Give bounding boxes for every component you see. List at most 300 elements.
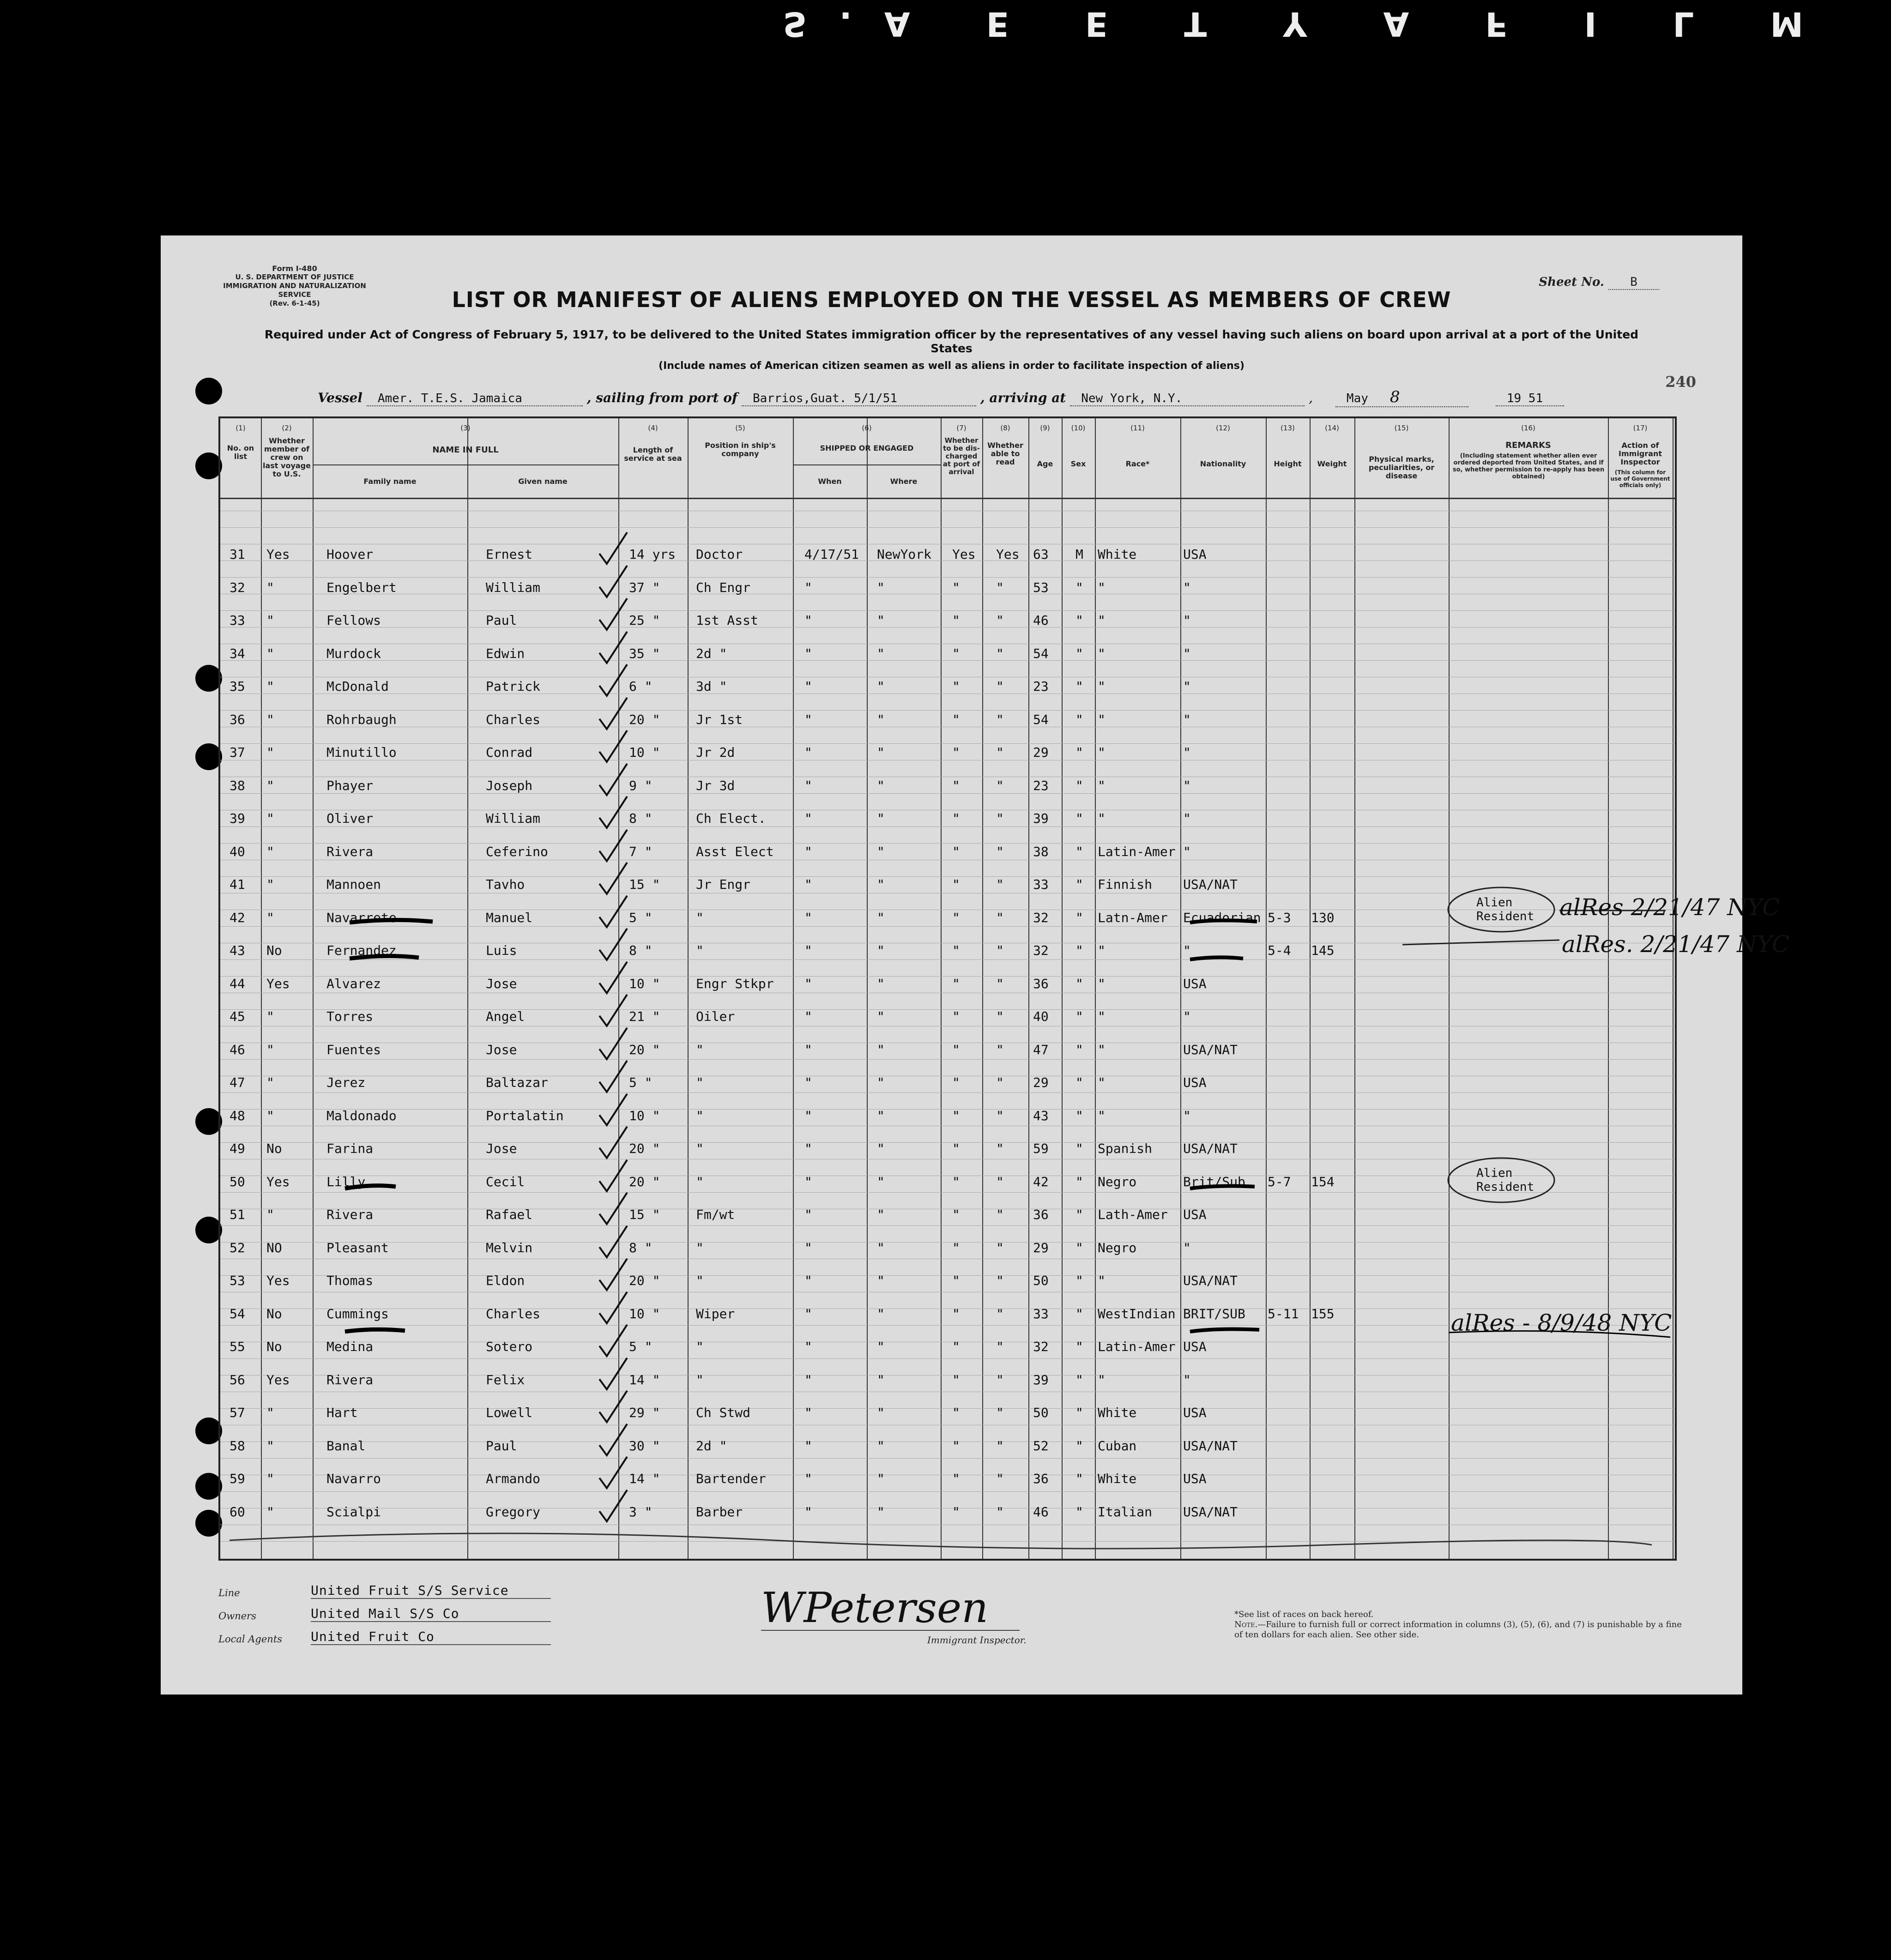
row-able-to-read: " bbox=[996, 645, 1004, 661]
row-number: 40 bbox=[230, 844, 245, 859]
row-sex: " bbox=[1075, 844, 1083, 859]
row-sex: " bbox=[1075, 1174, 1083, 1189]
row-given-name: Melvin bbox=[486, 1240, 533, 1255]
row-previous-voyage: " bbox=[266, 1405, 274, 1420]
row-previous-voyage: Yes bbox=[266, 1273, 290, 1288]
col-10-number: (10) bbox=[1071, 424, 1086, 432]
row-able-to-read: " bbox=[996, 1273, 1004, 1288]
row-sex: " bbox=[1075, 579, 1083, 595]
row-sex: " bbox=[1075, 1372, 1083, 1387]
annotation-layer bbox=[220, 418, 1675, 1559]
row-position: Jr 2d bbox=[696, 745, 735, 760]
row-position: Oiler bbox=[696, 1009, 735, 1024]
row-family-name: Cummings bbox=[326, 1306, 389, 1321]
row-race: " bbox=[1098, 712, 1106, 727]
row-age: 43 bbox=[1033, 1108, 1049, 1123]
row-race: " bbox=[1098, 1273, 1106, 1288]
row-nationality: " bbox=[1183, 811, 1191, 826]
row-able-to-read: " bbox=[996, 679, 1004, 694]
row-given-name: Gregory bbox=[486, 1504, 541, 1520]
row-nationality: " bbox=[1183, 745, 1191, 760]
row-race: " bbox=[1098, 976, 1106, 991]
row-age: 63 bbox=[1033, 547, 1049, 562]
row-previous-voyage: " bbox=[266, 679, 274, 694]
page-title: LIST OR MANIFEST OF ALIENS EMPLOYED ON THE VESSEL AS MEMBERS OF CREW bbox=[452, 287, 1451, 312]
row-able-to-read: " bbox=[996, 1504, 1004, 1520]
row-position: " bbox=[696, 943, 704, 958]
row-sex: " bbox=[1075, 943, 1083, 958]
row-shipped-where: " bbox=[877, 811, 885, 826]
row-race: " bbox=[1098, 645, 1106, 661]
note-text: —Failure to furnish full or correct information in columns (3), (5), (6), and (7) is punishable by a fine of ten dollars for each alien. See other side. bbox=[1234, 1620, 1682, 1640]
row-able-to-read: " bbox=[996, 1108, 1004, 1123]
row-family-name: Fellows bbox=[326, 613, 381, 628]
underline-mark bbox=[1190, 920, 1257, 923]
row-weight: 130 bbox=[1311, 910, 1335, 925]
row-able-to-read: " bbox=[996, 1471, 1004, 1486]
row-race: " bbox=[1098, 811, 1106, 826]
row-discharged: " bbox=[952, 1009, 960, 1024]
row-able-to-read: " bbox=[996, 778, 1004, 793]
underline-mark bbox=[345, 1329, 405, 1332]
row-age: 23 bbox=[1033, 679, 1049, 694]
row-position: Ch Elect. bbox=[696, 811, 766, 826]
row-discharged: " bbox=[952, 1504, 960, 1520]
row-discharged: " bbox=[952, 1471, 960, 1486]
row-able-to-read: " bbox=[996, 1339, 1004, 1354]
row-given-name: Joseph bbox=[486, 778, 533, 793]
row-able-to-read: " bbox=[996, 1174, 1004, 1189]
col-12-header: Nationality bbox=[1200, 459, 1246, 468]
row-sex: " bbox=[1075, 1405, 1083, 1420]
row-sex: " bbox=[1075, 811, 1083, 826]
row-number: 33 bbox=[230, 613, 245, 628]
row-family-name: Medina bbox=[326, 1339, 374, 1354]
row-age: 29 bbox=[1033, 745, 1049, 760]
sailing-port: Barrios,Guat. 5/1/51 bbox=[742, 392, 976, 406]
row-position: Jr Engr bbox=[696, 877, 751, 892]
row-given-name: Jose bbox=[486, 976, 517, 991]
row-shipped-when: " bbox=[804, 1438, 812, 1453]
row-service-length: 3 " bbox=[629, 1504, 652, 1520]
row-shipped-when: " bbox=[804, 1042, 812, 1057]
row-discharged: " bbox=[952, 1306, 960, 1321]
row-given-name: Armando bbox=[486, 1471, 541, 1486]
row-given-name: Eldon bbox=[486, 1273, 525, 1288]
row-position: Doctor bbox=[696, 547, 743, 562]
row-able-to-read: " bbox=[996, 579, 1004, 595]
row-service-length: 20 " bbox=[629, 1174, 660, 1189]
row-race: " bbox=[1098, 679, 1106, 694]
col-15-header: Physical marks, peculiarities, or disease bbox=[1368, 455, 1435, 480]
underline-mark bbox=[1190, 1329, 1259, 1332]
year-suffix: 51 bbox=[1528, 392, 1543, 405]
row-age: 54 bbox=[1033, 712, 1049, 727]
row-position: Ch Stwd bbox=[696, 1405, 751, 1420]
row-height: 5-11 bbox=[1268, 1306, 1299, 1321]
row-able-to-read: " bbox=[996, 1141, 1004, 1156]
closing-wave bbox=[230, 1533, 1652, 1549]
row-age: 36 bbox=[1033, 1207, 1049, 1222]
row-family-name: Minutillo bbox=[326, 745, 397, 760]
row-able-to-read: " bbox=[996, 943, 1004, 958]
row-race: Cuban bbox=[1098, 1438, 1137, 1453]
row-race: Negro bbox=[1098, 1174, 1137, 1189]
row-family-name: Navarro bbox=[326, 1471, 381, 1486]
row-sex: " bbox=[1075, 1141, 1083, 1156]
signature-line bbox=[761, 1630, 1020, 1631]
row-shipped-where: " bbox=[877, 1174, 885, 1189]
row-race: White bbox=[1098, 1405, 1137, 1420]
col-6-header: SHIPPED OR ENGAGED bbox=[820, 444, 914, 452]
arrival-day: 8 bbox=[1390, 388, 1400, 406]
row-number: 53 bbox=[230, 1273, 245, 1288]
row-given-name: Sotero bbox=[486, 1339, 533, 1354]
row-shipped-where: " bbox=[877, 844, 885, 859]
row-service-length: 10 " bbox=[629, 976, 660, 991]
row-shipped-when: " bbox=[804, 811, 812, 826]
row-number: 48 bbox=[230, 1108, 245, 1123]
row-given-name: Ernest bbox=[486, 547, 533, 562]
row-shipped-when: " bbox=[804, 1240, 812, 1255]
row-service-length: 10 " bbox=[629, 745, 660, 760]
row-shipped-when: " bbox=[804, 1504, 812, 1520]
row-discharged: " bbox=[952, 1240, 960, 1255]
row-given-name: Conrad bbox=[486, 745, 533, 760]
row-family-name: Pleasant bbox=[326, 1240, 389, 1255]
row-age: 59 bbox=[1033, 1141, 1049, 1156]
row-family-name: Engelbert bbox=[326, 579, 397, 595]
row-given-name: Patrick bbox=[486, 679, 541, 694]
row-age: 52 bbox=[1033, 1438, 1049, 1453]
row-sex: " bbox=[1075, 778, 1083, 793]
row-age: 38 bbox=[1033, 844, 1049, 859]
row-service-length: 20 " bbox=[629, 1273, 660, 1288]
row-nationality: USA bbox=[1183, 1075, 1207, 1090]
row-age: 29 bbox=[1033, 1075, 1049, 1090]
row-discharged: " bbox=[952, 645, 960, 661]
fine-note bbox=[1234, 1620, 1687, 1640]
row-previous-voyage: " bbox=[266, 1075, 274, 1090]
pointer-line bbox=[1402, 940, 1559, 945]
col-14-header: Weight bbox=[1317, 459, 1347, 468]
row-nationality: USA/NAT bbox=[1183, 1273, 1238, 1288]
row-shipped-where: " bbox=[877, 1405, 885, 1420]
row-race: " bbox=[1098, 579, 1106, 595]
row-position: " bbox=[696, 1273, 704, 1288]
row-number: 47 bbox=[230, 1075, 245, 1090]
row-family-name: McDonald bbox=[326, 679, 389, 694]
row-shipped-where: " bbox=[877, 579, 885, 595]
row-nationality: Brit/Sub bbox=[1183, 1174, 1245, 1189]
row-able-to-read: " bbox=[996, 745, 1004, 760]
row-previous-voyage: " bbox=[266, 1504, 274, 1520]
row-shipped-where: " bbox=[877, 1339, 885, 1354]
row-shipped-where: " bbox=[877, 745, 885, 760]
row-able-to-read: " bbox=[996, 1438, 1004, 1453]
row-given-name: Jose bbox=[486, 1141, 517, 1156]
row-family-name: Torres bbox=[326, 1009, 374, 1024]
row-position: " bbox=[696, 910, 704, 925]
row-discharged: " bbox=[952, 778, 960, 793]
sailing-label: , sailing from port of bbox=[586, 390, 738, 405]
col-13-header: Height bbox=[1274, 459, 1302, 468]
row-position: 1st Asst bbox=[696, 613, 758, 628]
row-discharged: " bbox=[952, 579, 960, 595]
row-nationality: " bbox=[1183, 1372, 1191, 1387]
row-discharged: " bbox=[952, 1042, 960, 1057]
row-discharged: " bbox=[952, 910, 960, 925]
row-age: 39 bbox=[1033, 811, 1049, 826]
row-number: 56 bbox=[230, 1372, 245, 1387]
footer-notes bbox=[1234, 1610, 1687, 1640]
row-previous-voyage: " bbox=[266, 1108, 274, 1123]
row-shipped-where: " bbox=[877, 1438, 885, 1453]
row-shipped-where: " bbox=[877, 1009, 885, 1024]
underline-mark bbox=[345, 1186, 396, 1188]
row-age: 32 bbox=[1033, 943, 1049, 958]
row-shipped-when: " bbox=[804, 910, 812, 925]
row-sex: " bbox=[1075, 1504, 1083, 1520]
row-position: " bbox=[696, 1174, 704, 1189]
row-discharged: " bbox=[952, 1207, 960, 1222]
row-able-to-read: Yes bbox=[996, 547, 1020, 562]
col-11-header: Race* bbox=[1125, 459, 1150, 468]
remark-54: alRes - 8/9/48 NYC bbox=[1451, 1309, 1672, 1336]
row-discharged: " bbox=[952, 1372, 960, 1387]
row-number: 54 bbox=[230, 1306, 245, 1321]
col-6-number: (6) bbox=[862, 424, 872, 432]
row-discharged: " bbox=[952, 1108, 960, 1123]
row-age: 32 bbox=[1033, 1339, 1049, 1354]
row-given-name: Charles bbox=[486, 1306, 541, 1321]
row-sex: " bbox=[1075, 1075, 1083, 1090]
row-discharged: " bbox=[952, 613, 960, 628]
row-age: 32 bbox=[1033, 910, 1049, 925]
row-family-name: Thomas bbox=[326, 1273, 374, 1288]
row-number: 43 bbox=[230, 943, 245, 958]
row-previous-voyage: Yes bbox=[266, 1174, 290, 1189]
remark-43: alRes. 2/21/47 NYC bbox=[1562, 931, 1790, 958]
row-able-to-read: " bbox=[996, 976, 1004, 991]
col-8-header: Whether able to read bbox=[987, 441, 1023, 466]
row-service-length: 5 " bbox=[629, 1075, 652, 1090]
row-previous-voyage: No bbox=[266, 1339, 282, 1354]
col-3b-header: Given name bbox=[518, 477, 568, 486]
row-able-to-read: " bbox=[996, 1207, 1004, 1222]
voyage-line: Vessel Amer. T.E.S. Jamaica , sailing from port of Barrios,Guat. 5/1/51 , arriving at New York, N.Y. , May 8 19 51 bbox=[318, 388, 1636, 407]
row-age: 33 bbox=[1033, 1306, 1049, 1321]
row-race: " bbox=[1098, 613, 1106, 628]
form-department: U. S. DEPARTMENT OF JUSTICE bbox=[235, 273, 354, 281]
row-shipped-where: " bbox=[877, 1273, 885, 1288]
row-previous-voyage: " bbox=[266, 1438, 274, 1453]
row-previous-voyage: No bbox=[266, 1306, 282, 1321]
row-shipped-when: 4/17/51 bbox=[804, 547, 859, 562]
row-previous-voyage: " bbox=[266, 877, 274, 892]
col-16-number: (16) bbox=[1521, 424, 1535, 432]
row-service-length: 20 " bbox=[629, 712, 660, 727]
row-given-name: Ceferino bbox=[486, 844, 548, 859]
row-shipped-when: " bbox=[804, 1273, 812, 1288]
row-able-to-read: " bbox=[996, 844, 1004, 859]
row-family-name: Jerez bbox=[326, 1075, 366, 1090]
row-number: 34 bbox=[230, 645, 245, 661]
row-given-name: William bbox=[486, 579, 541, 595]
row-sex: " bbox=[1075, 1240, 1083, 1255]
row-shipped-where: " bbox=[877, 1108, 885, 1123]
row-nationality: USA bbox=[1183, 976, 1207, 991]
row-shipped-where: " bbox=[877, 1306, 885, 1321]
col-1-header: No. on list bbox=[227, 444, 254, 461]
film-edge-text: S.A E E T Y A F I L M bbox=[783, 5, 1836, 43]
row-race: " bbox=[1098, 1042, 1106, 1057]
row-height: 5-3 bbox=[1268, 910, 1291, 925]
row-age: 54 bbox=[1033, 645, 1049, 661]
alien-resident-note: Alien Resident bbox=[1476, 1166, 1535, 1194]
row-previous-voyage: " bbox=[266, 1009, 274, 1024]
row-service-length: 14 " bbox=[629, 1471, 660, 1486]
row-family-name: Maldonado bbox=[326, 1108, 397, 1123]
row-discharged: " bbox=[952, 1141, 960, 1156]
inspector-signature: WPetersen bbox=[761, 1584, 989, 1632]
row-family-name: Mannoen bbox=[326, 877, 381, 892]
col-17-number: (17) bbox=[1633, 424, 1648, 432]
line-value: United Fruit S/S Service bbox=[311, 1583, 551, 1599]
row-previous-voyage: " bbox=[266, 778, 274, 793]
row-sex: " bbox=[1075, 1471, 1083, 1486]
underline-mark bbox=[1190, 1186, 1255, 1188]
row-service-length: 6 " bbox=[629, 679, 652, 694]
row-given-name: Paul bbox=[486, 1438, 517, 1453]
row-nationality: " bbox=[1183, 778, 1191, 793]
row-shipped-where: " bbox=[877, 712, 885, 727]
row-given-name: Charles bbox=[486, 712, 541, 727]
row-discharged: " bbox=[952, 745, 960, 760]
sheet-value: B bbox=[1608, 275, 1659, 290]
row-service-length: 5 " bbox=[629, 1339, 652, 1354]
row-given-name: Cecil bbox=[486, 1174, 525, 1189]
col-4-header: Length of service at sea bbox=[624, 446, 682, 463]
row-family-name: Rivera bbox=[326, 1372, 374, 1387]
row-shipped-where: " bbox=[877, 1471, 885, 1486]
row-given-name: Luis bbox=[486, 943, 517, 958]
row-service-length: 30 " bbox=[629, 1438, 660, 1453]
form-number: Form I-480 bbox=[272, 264, 317, 273]
row-shipped-when: " bbox=[804, 844, 812, 859]
row-given-name: Manuel bbox=[486, 910, 533, 925]
vessel-label: Vessel bbox=[318, 390, 362, 405]
col-15-number: (15) bbox=[1394, 424, 1409, 432]
row-shipped-when: " bbox=[804, 976, 812, 991]
row-race: " bbox=[1098, 778, 1106, 793]
row-age: 50 bbox=[1033, 1405, 1049, 1420]
row-number: 44 bbox=[230, 976, 245, 991]
row-shipped-where: " bbox=[877, 778, 885, 793]
row-age: 36 bbox=[1033, 1471, 1049, 1486]
row-position: Jr 1st bbox=[696, 712, 743, 727]
row-previous-voyage: " bbox=[266, 844, 274, 859]
row-service-length: 7 " bbox=[629, 844, 652, 859]
page-note: (Include names of American citizen seamen as well as aliens in order to facilitate inspection of aliens) bbox=[659, 360, 1245, 372]
row-race: Lath-Amer bbox=[1098, 1207, 1168, 1222]
row-shipped-where: " bbox=[877, 943, 885, 958]
row-number: 59 bbox=[230, 1471, 245, 1486]
row-weight: 154 bbox=[1311, 1174, 1335, 1189]
row-number: 51 bbox=[230, 1207, 245, 1222]
row-shipped-where: " bbox=[877, 1504, 885, 1520]
row-shipped-when: " bbox=[804, 1075, 812, 1090]
row-shipped-when: " bbox=[804, 1339, 812, 1354]
row-previous-voyage: NO bbox=[266, 1240, 282, 1255]
row-service-length: 35 " bbox=[629, 645, 660, 661]
row-shipped-when: " bbox=[804, 679, 812, 694]
row-sex: M bbox=[1075, 547, 1083, 562]
row-shipped-when: " bbox=[804, 1207, 812, 1222]
manifest-sheet bbox=[161, 235, 1790, 1695]
row-service-length: 14 " bbox=[629, 1372, 660, 1387]
row-previous-voyage: No bbox=[266, 1141, 282, 1156]
row-number: 36 bbox=[230, 712, 245, 727]
row-family-name: Rohrbaugh bbox=[326, 712, 397, 727]
row-shipped-when: " bbox=[804, 1141, 812, 1156]
owners-value: United Mail S/S Co bbox=[311, 1606, 551, 1622]
row-age: 23 bbox=[1033, 778, 1049, 793]
row-nationality: " bbox=[1183, 1108, 1191, 1123]
form-revision: (Rev. 6-1-45) bbox=[269, 299, 320, 308]
row-given-name: Felix bbox=[486, 1372, 525, 1387]
row-position: " bbox=[696, 1108, 704, 1123]
remark-42: alRes 2/21/47 NYC bbox=[1559, 894, 1780, 921]
row-previous-voyage: " bbox=[266, 745, 274, 760]
row-given-name: Paul bbox=[486, 613, 517, 628]
row-number: 35 bbox=[230, 679, 245, 694]
row-race: White bbox=[1098, 1471, 1137, 1486]
row-able-to-read: " bbox=[996, 1405, 1004, 1420]
owners-label: Owners bbox=[218, 1610, 256, 1622]
row-shipped-when: " bbox=[804, 1372, 812, 1387]
row-shipped-when: " bbox=[804, 1174, 812, 1189]
row-given-name: Tavho bbox=[486, 877, 525, 892]
row-discharged: " bbox=[952, 976, 960, 991]
crew-table bbox=[218, 416, 1790, 1561]
row-position: " bbox=[696, 1042, 704, 1057]
page-subtitle: Required under Act of Congress of February 5, 1917, to be delivered to the United States immigration officer by the representatives of any vessel having such aliens on board upon arrival at a port of the United States bbox=[264, 328, 1639, 355]
row-nationality: " bbox=[1183, 679, 1191, 694]
row-given-name: Edwin bbox=[486, 645, 525, 661]
row-discharged: " bbox=[952, 844, 960, 859]
row-sex: " bbox=[1075, 1207, 1083, 1222]
row-race: " bbox=[1098, 1009, 1106, 1024]
row-able-to-read: " bbox=[996, 811, 1004, 826]
page-number: 240 bbox=[1665, 373, 1696, 391]
row-service-length: 21 " bbox=[629, 1009, 660, 1024]
row-discharged: " bbox=[952, 1174, 960, 1189]
row-position: " bbox=[696, 1141, 704, 1156]
row-family-name: Fernandez bbox=[326, 943, 397, 958]
row-sex: " bbox=[1075, 976, 1083, 991]
row-age: 53 bbox=[1033, 579, 1049, 595]
row-sex: " bbox=[1075, 679, 1083, 694]
row-position: " bbox=[696, 1339, 704, 1354]
row-sex: " bbox=[1075, 1339, 1083, 1354]
row-able-to-read: " bbox=[996, 613, 1004, 628]
row-previous-voyage: Yes bbox=[266, 1372, 290, 1387]
row-given-name: Lowell bbox=[486, 1405, 533, 1420]
row-number: 42 bbox=[230, 910, 245, 925]
row-nationality: " bbox=[1183, 712, 1191, 727]
row-previous-voyage: " bbox=[266, 1471, 274, 1486]
